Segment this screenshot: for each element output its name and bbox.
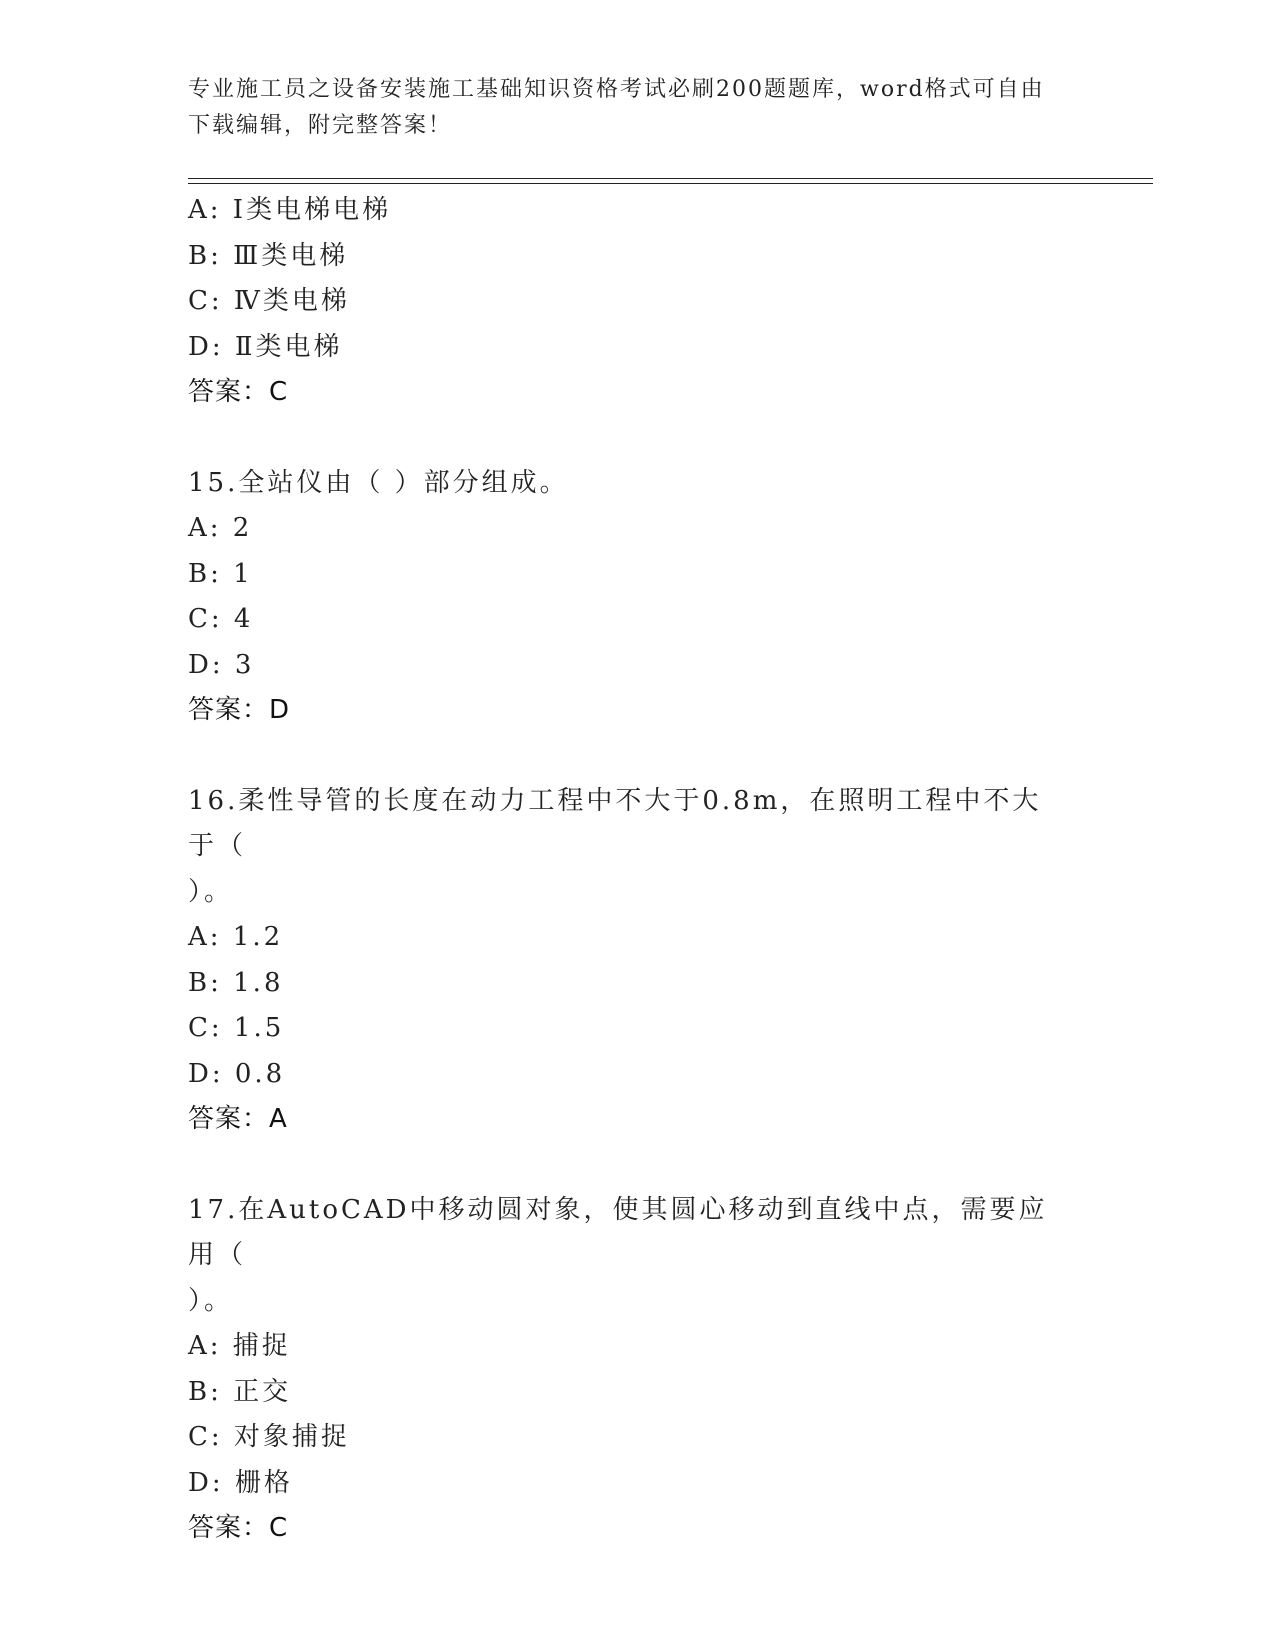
- option-b: B: Ⅲ类电梯: [188, 240, 349, 271]
- question-block-17: [188, 1188, 1088, 1552]
- spacer: [188, 1143, 1088, 1188]
- question-title: 16.柔性导管的长度在动力工程中不大于0.8m，在照明工程中不大于（: [188, 785, 1042, 861]
- option-d: D: Ⅱ类电梯: [188, 331, 343, 362]
- question-list: [188, 188, 1088, 1552]
- option-a: A: Ⅰ类电梯电梯: [188, 195, 392, 225]
- spacer: [188, 416, 1088, 461]
- answer-line: 答案：C: [188, 1513, 289, 1543]
- option-a: A: 2: [188, 513, 253, 543]
- option-d: D: 0.8: [188, 1058, 286, 1089]
- option-a: A: 捕捉: [188, 1331, 291, 1361]
- header-rule-top: [188, 178, 1153, 179]
- option-b: B: 正交: [188, 1376, 292, 1407]
- option-c: C: 对象捕捉: [188, 1422, 350, 1452]
- option-c: C: 1.5: [188, 1013, 285, 1043]
- question-title-continued: ）。: [188, 1285, 234, 1316]
- question-title-continued: ）。: [188, 876, 234, 907]
- option-a: A: 1.2: [188, 922, 284, 952]
- answer-line: 答案：C: [188, 377, 289, 407]
- question-title: 17.在AutoCAD中移动圆对象，使其圆心移动到直线中点，需要应用（: [188, 1194, 1048, 1270]
- document-header: [188, 72, 1068, 144]
- question-block-15: [188, 461, 1088, 734]
- question-block-16: [188, 779, 1088, 1143]
- option-c: C: Ⅳ类电梯: [188, 286, 350, 316]
- answer-line: 答案：A: [188, 1104, 288, 1134]
- question-block-prev: [188, 188, 1088, 416]
- option-c: C: 4: [188, 604, 254, 634]
- option-b: B: 1: [188, 558, 253, 589]
- option-d: D: 栅格: [188, 1467, 293, 1498]
- header-rule-bottom: [188, 183, 1153, 184]
- option-d: D: 3: [188, 649, 255, 680]
- header-line-1: 专业施工员之设备安装施工基础知识资格考试必刷200题题库，word格式可自由: [188, 77, 1045, 102]
- header-line-2: 下载编辑，附完整答案！: [188, 113, 453, 138]
- question-title: 15.全站仪由（ ）部分组成。: [188, 467, 569, 498]
- answer-line: 答案：D: [188, 695, 291, 725]
- option-b: B: 1.8: [188, 967, 284, 998]
- spacer: [188, 734, 1088, 779]
